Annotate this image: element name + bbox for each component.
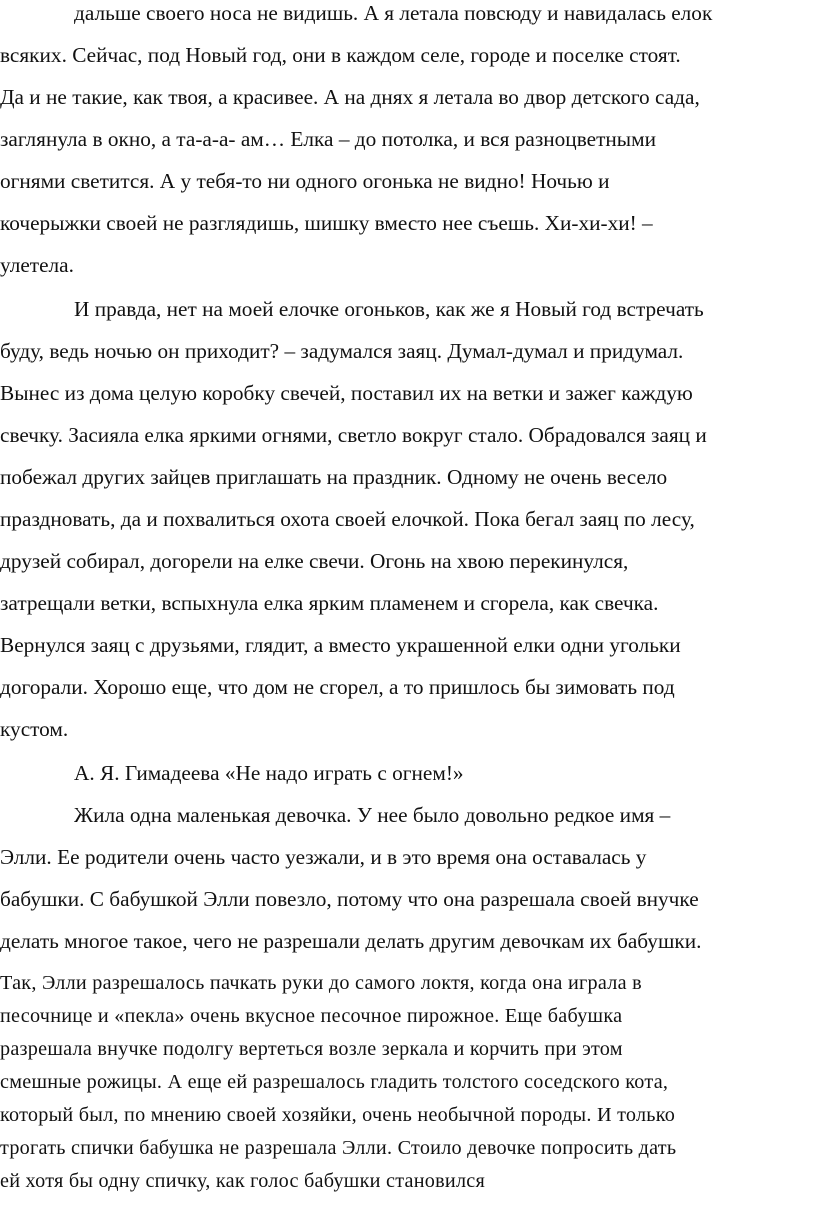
text-line: кустом. (0, 717, 69, 741)
text-line: догорали. Хорошо еще, что дом не сгорел, а то пришлось бы зимовать под (0, 675, 675, 699)
text-line: огнями светится. А у тебя-то ни одного огонька не видно! Ночью и (0, 169, 610, 193)
text-line: Жила одна маленькая девочка. У нее было довольно редкое имя – (74, 803, 671, 827)
text-line: улетела. (0, 253, 74, 277)
text-line: буду, ведь ночью он приходит? – задумался заяц. Думал-думал и придумал. (0, 339, 684, 363)
text-line: делать многое такое, чего не разрешали делать другим девочкам их бабушки. (0, 929, 702, 953)
text-line: друзей собирал, догорели на елке свечи. Огонь на хвою перекинулся, (0, 549, 629, 573)
text-line: побежал других зайцев приглашать на праздник. Одному не очень весело (0, 465, 668, 489)
text-line: праздновать, да и похвалиться охота своей елочкой. Пока бегал заяц по лесу, (0, 507, 695, 531)
text-line: И правда, нет на моей елочке огоньков, как же я Новый год встречать (74, 297, 704, 321)
text-line: Вернулся заяц с друзьями, глядит, а вместо украшенной елки одни угольки (0, 633, 681, 657)
text-line: песочнице и «пекла» очень вкусное песочное пирожное. Еще бабушка (0, 1005, 623, 1027)
text-line: затрещали ветки, вспыхнула елка ярким пламенем и сгорела, как свечка. (0, 591, 659, 615)
text-line: заглянула в окно, а та-а-а- ам… Елка – до потолка, и вся разноцветными (0, 127, 656, 151)
text-line: свечку. Засияла елка яркими огнями, светло вокруг стало. Обрадовался заяц и (0, 423, 707, 447)
text-line: Так, Элли разрешалось пачкать руки до самого локтя, когда она играла в (0, 972, 642, 994)
text-line: смешные рожицы. А еще ей разрешалось гладить толстого соседского кота, (0, 1071, 669, 1093)
text-line: ей хотя бы одну спичку, как голос бабушки становился (0, 1170, 486, 1192)
text-line: который был, по мнению своей хозяйки, очень необычной породы. И только (0, 1104, 676, 1126)
text-line: всяких. Сейчас, под Новый год, они в каждом селе, городе и поселке стоят. (0, 43, 681, 67)
text-line: разрешала внучке подолгу вертеться возле зеркала и корчить при этом (0, 1038, 623, 1060)
text-line: Да и не такие, как твоя, а красивее. А на днях я летала во двор детского сада, (0, 85, 700, 109)
text-line: дальше своего носа не видишь. А я летала повсюду и навидалась елок (74, 1, 713, 25)
text-line: бабушки. С бабушкой Элли повезло, потому что она разрешала своей внучке (0, 887, 699, 911)
text-line: кочерыжки своей не разглядишь, шишку вместо нее съешь. Хи-хи-хи! – (0, 211, 653, 235)
text-line: А. Я. Гимадеева «Не надо играть с огнем!» (74, 761, 464, 785)
text-line: Элли. Ее родители очень часто уезжали, и в это время она оставалась у (0, 845, 647, 869)
text-line: трогать спички бабушка не разрешала Элли. Стоило девочке попросить дать (0, 1137, 677, 1159)
text-line: Вынес из дома целую коробку свечей, поставил их на ветки и зажег каждую (0, 381, 693, 405)
